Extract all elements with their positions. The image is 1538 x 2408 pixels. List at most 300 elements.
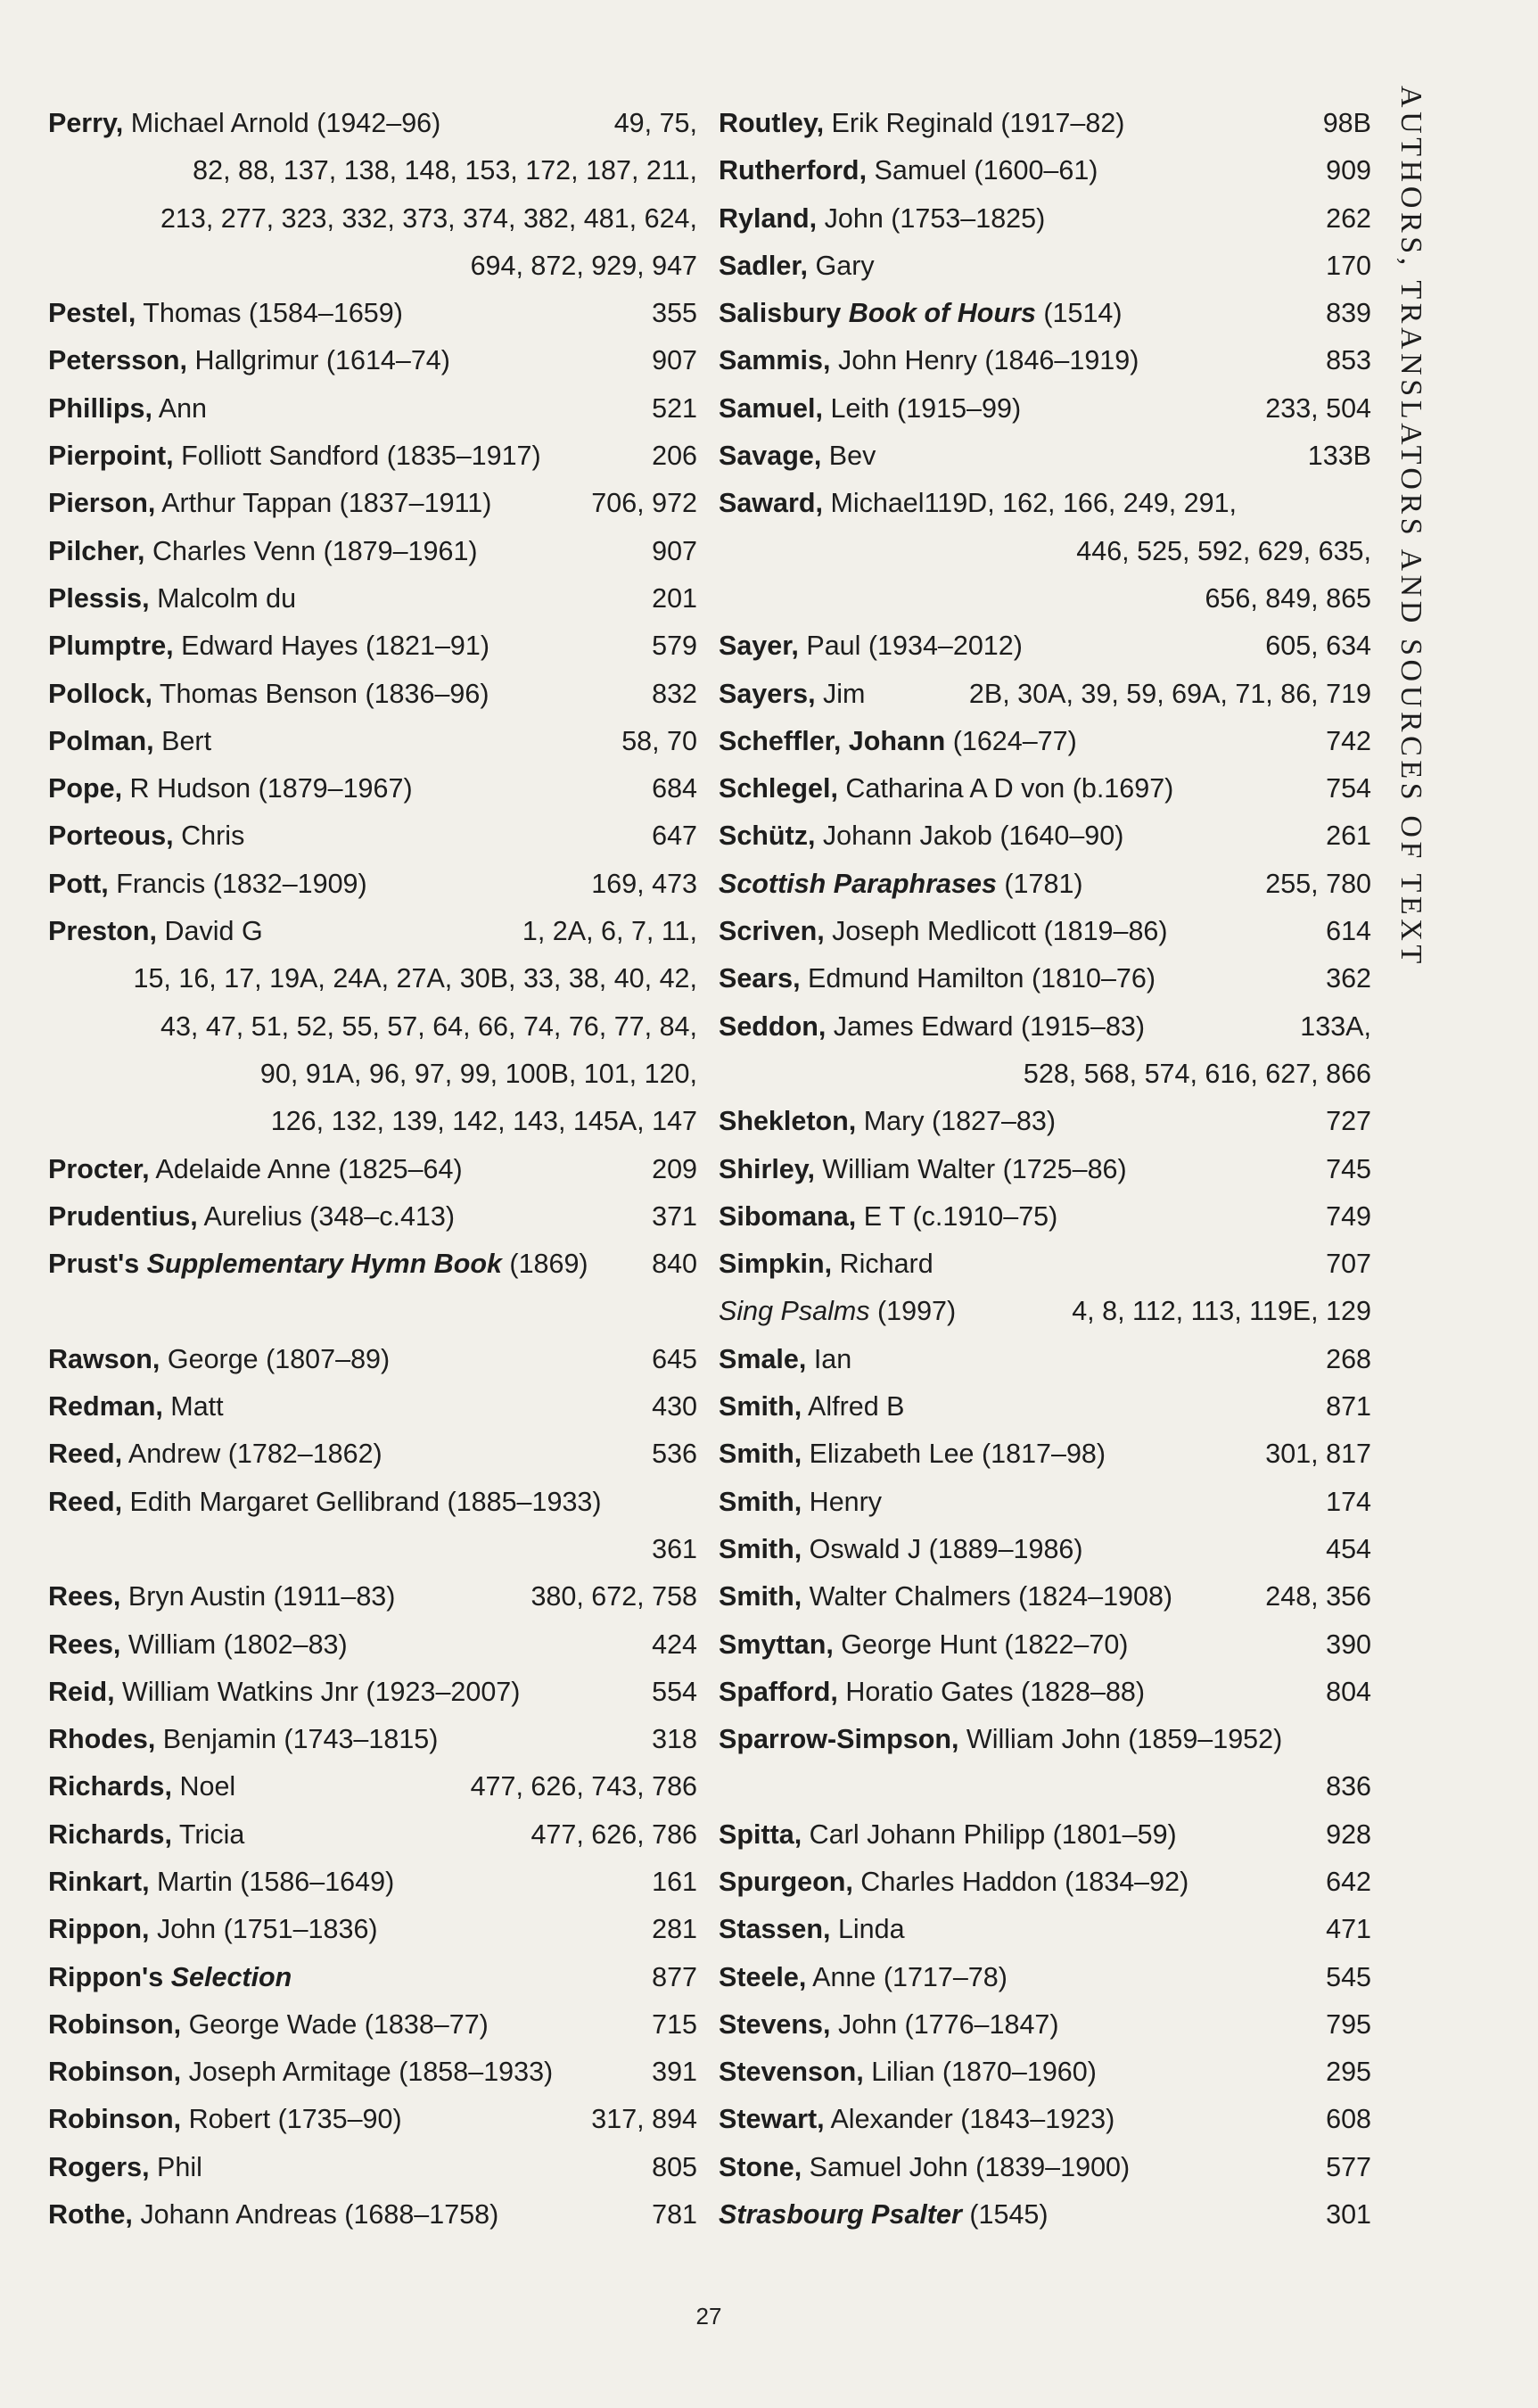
index-entry [719,1336,1371,1383]
index-entry [719,290,1371,337]
index-entry-row [48,2144,697,2191]
index-entry [719,2096,1371,2143]
index-entry-heading [719,718,1077,765]
entry-hymn-numbers: 605, 634 [1265,631,1371,662]
index-entry [48,100,697,290]
entry-hymn-numbers: 839 [1326,298,1371,329]
index-entry-row [719,2049,1371,2096]
entry-hymn-numbers: 706, 972 [591,488,697,519]
index-entry-row [719,955,1371,1002]
entry-hymn-numbers: 554 [652,1676,697,1707]
entry-hymn-numbers-continued: 82, 88, 137, 138, 148, 153, 172, 187, 211, [193,155,697,186]
entry-hymn-numbers: 471 [1326,1914,1371,1945]
index-entry-heading [719,243,875,290]
index-entry [48,2001,697,2049]
index-entry [48,528,697,575]
index-entry-heading [719,955,1156,1002]
entry-detail: (1624–77) [945,725,1077,756]
entry-detail: Bryn Austin (1911–83) [120,1581,396,1612]
side-heading [1386,86,1436,1138]
index-entry [719,908,1371,955]
index-entry-heading [719,2096,1114,2143]
entry-name: Rees, [48,1581,121,1612]
entry-hymn-numbers: 169, 473 [591,868,697,899]
entry-hymn-numbers: 521 [652,392,697,424]
index-entry [48,1193,697,1241]
entry-name: Porteous, [48,821,174,852]
entry-name: Reed, [48,1486,123,1517]
entry-detail: Samuel John (1839–1900) [802,2151,1131,2182]
index-entry-row [719,385,1371,433]
index-entry-heading [48,1573,395,1620]
index-entry-row [48,1763,697,1810]
index-entry [719,2049,1371,2096]
index-entry-row [48,433,697,480]
index-entry [719,2144,1371,2191]
index-entry-heading [719,337,1139,384]
index-entry-heading [719,2001,1059,2049]
index-entry-row [48,385,697,433]
index-entry-heading [719,1906,905,1953]
index-entry [48,480,697,527]
entry-detail: Paul (1934–2012) [798,631,1023,662]
index-entry-row [48,908,697,955]
entry-name: Scriven, [719,916,825,947]
index-entry-row [719,718,1371,765]
entry-name: Rothe, [48,2199,133,2231]
entry-detail: Jim [815,678,866,709]
entry-detail: Folliott Sandford (1835–1917) [173,441,541,472]
right-column [719,100,1371,2239]
index-entry-heading [48,1383,224,1431]
index-entry-row [719,908,1371,955]
index-entry-heading [48,2191,498,2239]
entry-detail: Gary [808,250,875,281]
entry-hymn-numbers: 170 [1326,250,1371,281]
index-entry-row [48,1431,697,1478]
entry-name: Prust's [48,1249,147,1280]
entry-detail: Bev [821,441,876,472]
entry-name: Sammis, [719,345,831,376]
entry-detail: Alfred B [802,1391,905,1423]
entry-hymn-numbers: 133B [1307,441,1371,472]
entry-detail: Anne (1717–78) [806,1961,1008,1992]
entry-hymn-numbers-continued: 836 [1326,1771,1371,1802]
entry-title: Supplementary Hymn Book [146,1249,502,1280]
index-entry-heading [48,480,491,527]
entry-name: Richards, [48,1771,172,1802]
entry-hymn-numbers: 909 [1326,155,1371,186]
entry-name: Rees, [48,1629,121,1660]
index-entry-row [48,1146,697,1193]
entry-hymn-numbers: 133A, [1300,1010,1371,1042]
index-entry-row [48,2049,697,2096]
index-entry [719,812,1371,860]
entry-hymn-numbers: 1, 2A, 6, 7, 11, [522,916,697,947]
index-entry [719,1811,1371,1859]
index-entry-heading [48,433,541,480]
index-entry-heading [48,1146,463,1193]
index-entry [719,147,1371,194]
entry-detail: John (1751–1836) [149,1914,378,1945]
index-entry [48,2191,697,2239]
index-entry-heading [719,623,1023,670]
index-entry-row [719,1906,1371,1953]
entry-name: Pilcher, [48,535,145,566]
entry-detail: Catharina A D von (b.1697) [837,773,1174,804]
index-entry-heading [719,1669,1145,1716]
entry-name: Samuel, [719,392,823,424]
index-entry-row [719,1669,1371,1716]
index-entry-heading [48,671,489,718]
entry-name: Stevens, [719,2008,831,2040]
index-entry-row [719,1003,1371,1051]
index-entry-row [719,2096,1371,2143]
index-entry [48,290,697,337]
entry-name: Sayers, [719,678,816,709]
index-entry-heading [719,195,1045,243]
entry-detail: Alexander (1843–1923) [824,2104,1115,2135]
entry-hymn-numbers-continued: 528, 568, 574, 616, 627, 866 [1023,1058,1371,1089]
index-entry-heading [719,1383,905,1431]
index-entry-heading [48,2096,402,2143]
index-entry-row [719,1859,1371,1906]
index-entry-heading [719,2191,1049,2239]
index-entry-row [48,1573,697,1620]
entry-name: Pierson, [48,488,156,519]
entry-name: Spitta, [719,1818,802,1850]
entry-detail: Johann Jakob (1640–90) [815,821,1124,852]
index-entry [719,195,1371,243]
entry-name: Plumptre, [48,631,174,662]
index-entry-heading [48,2049,553,2096]
index-entry [719,861,1371,908]
entry-detail: Phil [149,2151,202,2182]
index-entry [719,1146,1371,1193]
entry-hymn-numbers: 49, 75, [613,108,697,138]
entry-name: Rippon's [48,1961,171,1992]
entry-detail: Andrew (1782–1862) [122,1439,382,1470]
index-entry [48,1573,697,1620]
index-entry-row [719,433,1371,480]
index-entry [719,1669,1371,1716]
index-entry-heading [48,1906,378,1953]
entry-detail: Ann [152,392,207,424]
index-entry [48,575,697,623]
index-entry [48,718,697,765]
index-entry-heading [719,2144,1130,2191]
index-entry-heading [719,480,1237,527]
index-entry-heading [719,671,865,718]
entry-hymn-numbers: 430 [652,1391,697,1423]
entry-detail: Walter Chalmers (1824–1908) [802,1581,1173,1612]
entry-hymn-numbers: 58, 70 [621,725,697,756]
index-entry [719,1003,1371,1099]
index-entry-heading [719,1811,1177,1859]
index-entry [719,671,1371,718]
entry-hymn-numbers: 161 [652,1866,697,1897]
entry-detail: (1545) [961,2199,1049,2231]
index-entry-heading [48,861,367,908]
index-entry [719,718,1371,765]
entry-title: Book of Hours [848,298,1036,329]
entry-hymn-numbers-continued: 90, 91A, 96, 97, 99, 100B, 101, 120, [259,1058,697,1089]
entry-name: Schütz, [719,821,816,852]
entry-hymn-numbers: 174 [1326,1486,1371,1517]
entry-hymn-numbers: 98B [1322,108,1371,138]
index-entry-row [719,1193,1371,1241]
entry-name: Sibomana, [719,1200,857,1232]
entry-hymn-numbers: 745 [1326,1153,1371,1184]
entry-name: Preston, [48,916,158,947]
entry-name: Seddon, [719,1010,827,1042]
index-entry [719,1526,1371,1573]
index-entry-heading [48,765,413,812]
index-entry [719,480,1371,623]
entry-name: Rawson, [48,1343,160,1374]
index-entry [719,385,1371,433]
entry-hymn-numbers: 362 [1326,963,1371,994]
entry-detail: Edith Margaret Gellibrand (1885–1933) [122,1486,602,1517]
entry-detail: Malcolm du [149,582,297,614]
entry-detail: Johann Andreas (1688–1758) [132,2199,499,2231]
entry-hymn-numbers: 255, 780 [1265,868,1371,899]
entry-name: Steele, [719,1961,807,1992]
entry-name: Pott, [48,868,109,899]
entry-name: Shekleton, [719,1106,857,1137]
index-entry [48,1716,697,1763]
entry-name: Spafford, [719,1676,838,1707]
entry-name: Simpkin, [719,1249,833,1280]
index-entry-heading [719,1716,1282,1763]
entry-detail: Edward Hayes (1821–91) [173,631,490,662]
index-entry-row [719,1336,1371,1383]
entry-detail: James Edward (1915–83) [826,1010,1146,1042]
index-entry [48,1431,697,1478]
index-entry-row [719,100,1371,147]
index-entry [48,671,697,718]
entry-detail: George Wade (1838–77) [181,2008,489,2040]
entry-hymn-numbers: 233, 504 [1265,392,1371,424]
index-entry-row [719,337,1371,384]
entry-hymn-numbers-continued: 656, 849, 865 [1205,582,1371,614]
entry-hymn-numbers: 477, 626, 786 [530,1818,697,1850]
index-entry [719,1288,1371,1335]
entry-hymn-numbers: 391 [652,2057,697,2088]
index-entry-row [48,100,697,147]
entry-hymn-numbers: 2B, 30A, 39, 59, 69A, 71, 86, 719 [968,678,1371,709]
index-entry [719,1193,1371,1241]
entry-detail: Leith (1915–99) [822,392,1022,424]
entry-detail: Carl Johann Philipp (1801–59) [802,1818,1177,1850]
entry-hymn-numbers: 804 [1326,1676,1371,1707]
index-entry [48,908,697,1145]
index-entry-row [719,671,1371,718]
index-entry-heading [48,1763,235,1810]
entry-detail: Bert [153,725,212,756]
entry-name: Smith, [719,1486,802,1517]
index-entry-row [719,1288,1371,1335]
index-entry-row [48,575,697,623]
index-entry-row [48,1621,697,1669]
index-entry-heading [48,100,440,147]
entry-detail: Benjamin (1743–1815) [155,1724,439,1755]
entry-hymn-numbers: 281 [652,1914,697,1945]
entry-detail: Tricia [172,1818,245,1850]
index-entry-heading [719,1859,1188,1906]
entry-hymn-numbers: 536 [652,1439,697,1470]
entry-name: Sparrow-Simpson, [719,1724,959,1755]
index-entry [48,1859,697,1906]
entry-name: Saward, [719,488,823,519]
entry-hymn-numbers: 262 [1326,202,1371,234]
entry-hymn-numbers: 840 [652,1249,697,1280]
entry-detail: Adelaide Anne (1825–64) [149,1153,463,1184]
index-entry [719,623,1371,670]
entry-hymn-numbers-continued: 15, 16, 17, 19A, 24A, 27A, 30B, 33, 38, 40, 42, [133,963,697,994]
entry-hymn-numbers: 647 [652,821,697,852]
entry-hymn-numbers: 371 [652,1200,697,1232]
index-entry [48,1906,697,1953]
index-entry-heading [719,1288,956,1335]
entry-detail: Matt [162,1391,224,1423]
entry-detail: Hallgrimur (1614–74) [186,345,450,376]
entry-hymn-numbers: 206 [652,441,697,472]
entry-hymn-numbers-continued: 446, 525, 592, 629, 635, [1076,535,1371,566]
entry-hymn-numbers: 268 [1326,1343,1371,1374]
index-entry [48,1954,697,2001]
index-entry-heading [48,1336,390,1383]
index-entry [719,433,1371,480]
index-entry-row [48,1811,697,1859]
index-entry [48,1763,697,1810]
index-entry-heading [48,718,211,765]
index-entry [719,1241,1371,1288]
index-entry-heading [719,1954,1008,2001]
entry-name: Rippon, [48,1914,150,1945]
entry-hymn-numbers-continued: 126, 132, 139, 142, 143, 145A, 147 [270,1106,697,1137]
entry-detail: (1997) [869,1296,957,1327]
entry-detail: (1781) [996,868,1083,899]
entry-name: Pope, [48,773,123,804]
entry-name: Rogers, [48,2151,150,2182]
index-entry-row [719,861,1371,908]
entry-hymn-numbers: 684 [652,773,697,804]
index-entry-heading [48,290,403,337]
entry-name: Smith, [719,1391,802,1423]
index-entry-row [48,671,697,718]
entry-detail: William John (1859–1952) [958,1724,1283,1755]
index-entry [48,1146,697,1193]
index-entry-heading [719,765,1173,812]
entry-name: Smith, [719,1581,802,1612]
entry-hymn-numbers [1359,480,1371,527]
entry-hymn-numbers: 754 [1326,773,1371,804]
entry-detail: Oswald J (1889–1986) [802,1533,1083,1564]
index-entry-row [48,812,697,860]
index-entry [48,861,697,908]
entry-name: Prudentius, [48,1200,198,1232]
index-entry [719,1098,1371,1145]
entry-detail: (1869) [501,1249,588,1280]
index-entry-row [719,243,1371,290]
index-entry-heading [719,1526,1083,1573]
index-entry [719,1954,1371,2001]
entry-detail: Lilian (1870–1960) [863,2057,1097,2088]
entry-detail: Ian [806,1343,852,1374]
entry-hymn-numbers: 209 [652,1153,697,1184]
entry-hymn-numbers: 248, 356 [1265,1581,1371,1612]
left-column [48,100,697,2239]
entry-hymn-numbers: 907 [652,345,697,376]
index-entry-row [48,1954,697,2001]
index-entry-row [719,1811,1371,1859]
index-entry-heading [48,1859,394,1906]
index-entry-heading [719,908,1168,955]
entry-name: Routley, [719,108,825,138]
index-entry-heading [48,1431,382,1478]
index-entry-row [48,1859,697,1906]
index-entry-row [719,480,1371,527]
entry-name: Schlegel, [719,773,838,804]
index-entry-row [719,2144,1371,2191]
index-entry-heading [719,147,1098,194]
entry-hymn-numbers: 877 [652,1961,697,1992]
entry-detail: William (1802–83) [120,1629,348,1660]
index-entry [719,1716,1371,1811]
index-entry-row [48,623,697,670]
entry-name: Smith, [719,1533,802,1564]
index-entry-heading [719,1146,1127,1193]
entry-hymn-numbers: 871 [1326,1391,1371,1423]
index-entry-heading [48,623,489,670]
entry-detail: George (1807–89) [160,1343,391,1374]
entry-hymn-numbers: 577 [1326,2151,1371,2182]
index-entry-row [719,1383,1371,1431]
index-entry [719,1621,1371,1669]
entry-detail: John Henry (1846–1919) [830,345,1139,376]
index-entry-heading [48,1716,438,1763]
entry-detail: Mary (1827–83) [856,1106,1057,1137]
index-entry-heading [719,1336,851,1383]
entry-detail: Elizabeth Lee (1817–98) [802,1439,1106,1470]
index-entry-row [48,2191,697,2239]
entry-name: Ryland, [719,202,818,234]
entry-hymn-numbers: 301, 817 [1265,1439,1371,1470]
index-entry [719,1573,1371,1620]
index-entry-row [719,1098,1371,1145]
index-entry-row [719,290,1371,337]
entry-name: Plessis, [48,582,150,614]
index-entry [719,1431,1371,1478]
index-entry-row [48,1193,697,1241]
entry-hymn-numbers: 477, 626, 743, 786 [470,1771,697,1802]
index-entry [48,1479,697,1574]
index-entry-heading [719,290,1123,337]
entry-name: Smale, [719,1343,807,1374]
entry-title: Selection [170,1961,292,1992]
index-entry [719,1906,1371,1953]
index-entry-heading [48,812,244,860]
entry-detail: Charles Venn (1879–1961) [144,535,478,566]
entry-name: Smith, [719,1439,802,1470]
entry-title: Strasbourg Psalter [719,2199,962,2231]
entry-name: Savage, [719,441,822,472]
entry-detail: Michael119D, 162, 166, 249, 291, [822,488,1238,519]
index-entry-heading [48,385,207,433]
entry-name: Reid, [48,1676,115,1707]
entry-hymn-numbers: 390 [1326,1629,1371,1660]
